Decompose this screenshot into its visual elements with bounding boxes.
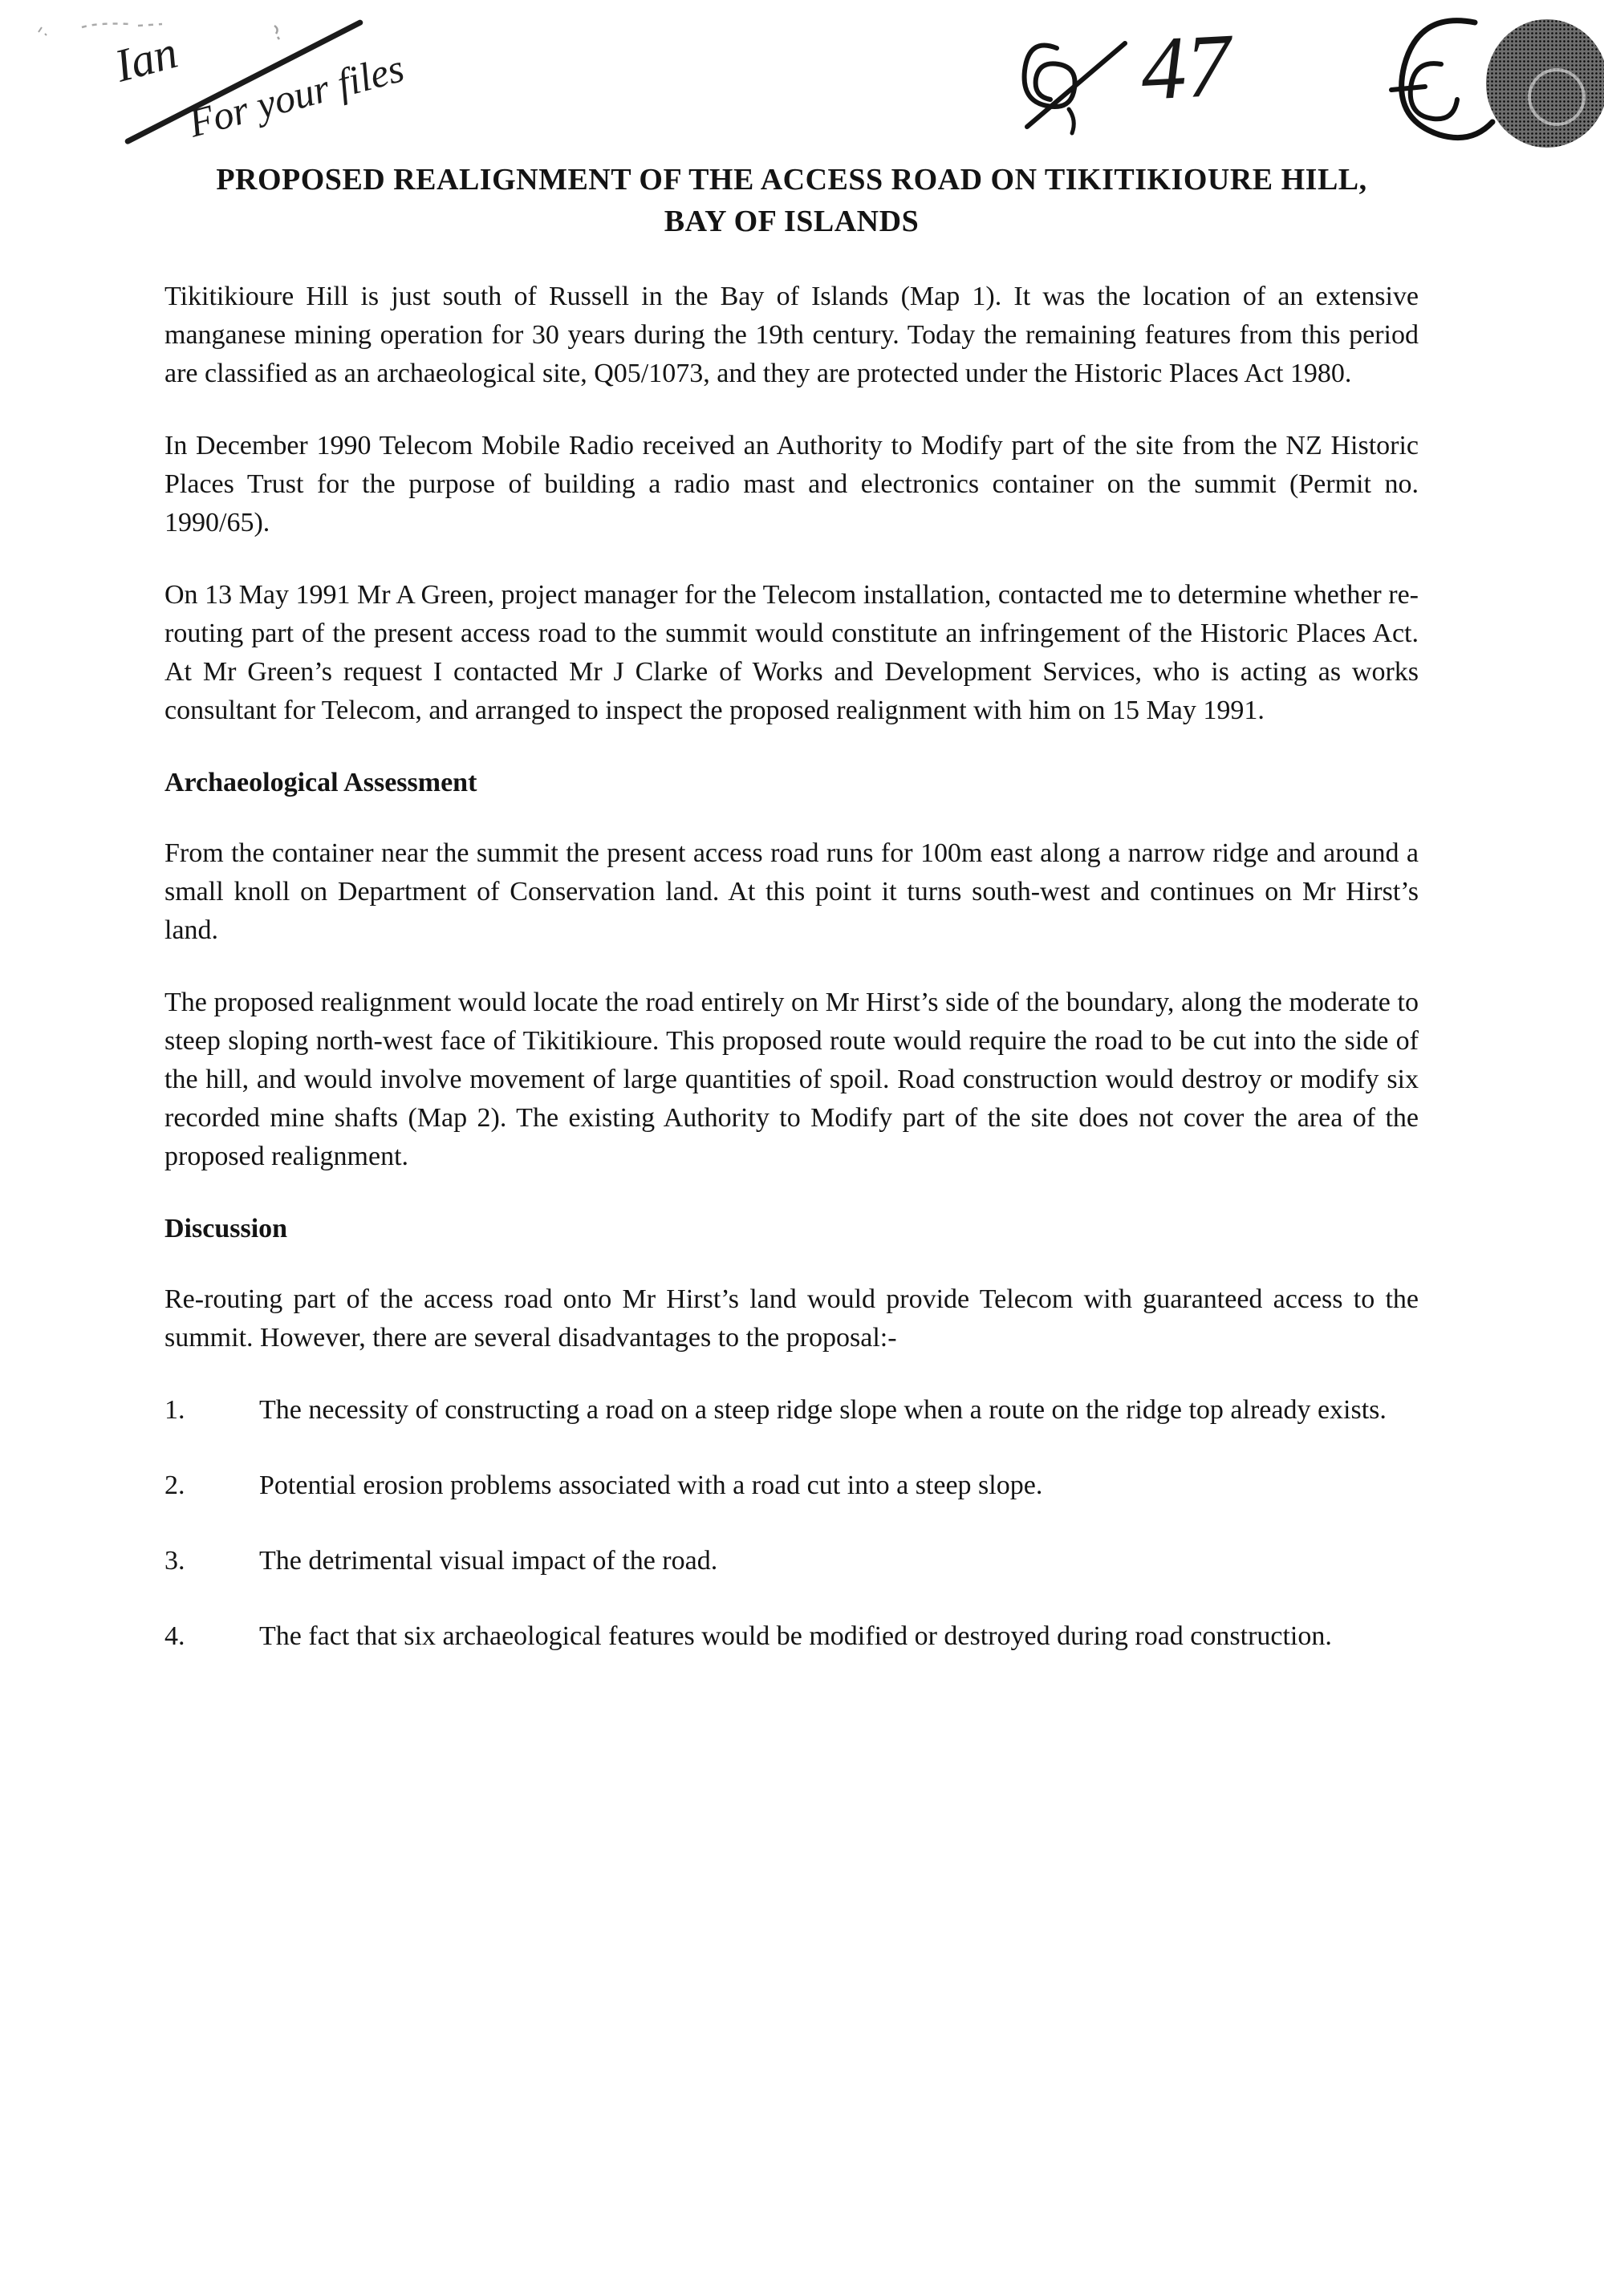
assessment-paragraph-2: The proposed realignment would locate the road entirely on Mr Hirst’s side of the boundary, along the moderate to steep sloping north-west face of Tikitikioure. This proposed route would require the road to be cut into the side of the hill, and would involve movement of large quantities of spoil. Road construction would destroy or modify six recorded mine shafts (Map 2). The existing Authority to Modify part of the site does not cover the area of the proposed realignment. bbox=[164, 988, 1419, 1171]
circular-stamp bbox=[1486, 19, 1604, 148]
list-text: The fact that six archaeological features would be modified or destroyed during road construction. bbox=[259, 1621, 1332, 1651]
intro-paragraph-1: Tikitikioure Hill is just south of Russell in the Bay of Islands (Map 1). It was the location of an extensive manganese mining operation for 30 years during the 19th century. Today the remaining features from this period are classified as an archaeological site, Q05/1073, and they are protected under the Historic Places Act 1980. bbox=[164, 282, 1419, 388]
list-number: 3. bbox=[164, 1546, 185, 1576]
section-heading-discussion: Discussion bbox=[164, 1214, 288, 1243]
assessment-paragraph-1: From the container near the summit the present access road runs for 100m east along a narrow ridge and around a small knoll on Department of Conservation land. At this point it turns south-west and continues on Mr Hirst’s land. bbox=[164, 838, 1419, 945]
disadvantage-item-4 bbox=[164, 1617, 1419, 1656]
disadvantage-item-2 bbox=[164, 1466, 1419, 1505]
page-number-annotation: 47 bbox=[1138, 15, 1234, 120]
intro-paragraph-2: In December 1990 Telecom Mobile Radio received an Authority to Modify part of the site from the NZ Historic Places Trust for the purpose of building a radio mast and electronics container on the summit (Permit no. 1990/65). bbox=[164, 431, 1419, 537]
intro-paragraph-3: On 13 May 1991 Mr A Green, project manager for the Telecom installation, contacted me to determine whether re-routing part of the present access road to the summit would constitute an infringement of the Historic Places Act. At Mr Green’s request I contacted Mr J Clarke of Works and Development Services, who is acting as works consultant for Telecom, and arranged to inspect the proposed realignment with him on 15 May 1991. bbox=[164, 580, 1419, 725]
handwritten-note-text: For your files bbox=[183, 45, 409, 146]
section-heading-archaeological-assessment: Archaeological Assessment bbox=[164, 768, 477, 797]
discussion-paragraph-1: Re-routing part of the access road onto Mr Hirst’s land would provide Telecom with guaranteed access to the summit. However, there are several disadvantages to the proposal:- bbox=[164, 1284, 1419, 1353]
list-text: Potential erosion problems associated with a road cut into a steep slope. bbox=[259, 1470, 1043, 1500]
signature-scribble-icon bbox=[1013, 32, 1141, 144]
document-title bbox=[164, 159, 1419, 242]
list-number: 4. bbox=[164, 1621, 185, 1651]
list-text: The necessity of constructing a road on a steep ridge slope when a route on the ridge top already exists. bbox=[259, 1395, 1387, 1425]
list-number: 2. bbox=[164, 1470, 185, 1500]
list-number: 1. bbox=[164, 1395, 185, 1425]
document-title-line1: PROPOSED REALIGNMENT OF THE ACCESS ROAD ON TIKITIKIOURE HILL, bbox=[216, 163, 1367, 197]
document-body bbox=[164, 159, 1419, 1693]
disadvantage-item-3 bbox=[164, 1542, 1419, 1580]
handwritten-name: Ian bbox=[109, 25, 183, 92]
list-text: The detrimental visual impact of the road. bbox=[259, 1546, 718, 1576]
disadvantage-item-1 bbox=[164, 1391, 1419, 1430]
document-title-line2: BAY OF ISLANDS bbox=[664, 205, 920, 238]
